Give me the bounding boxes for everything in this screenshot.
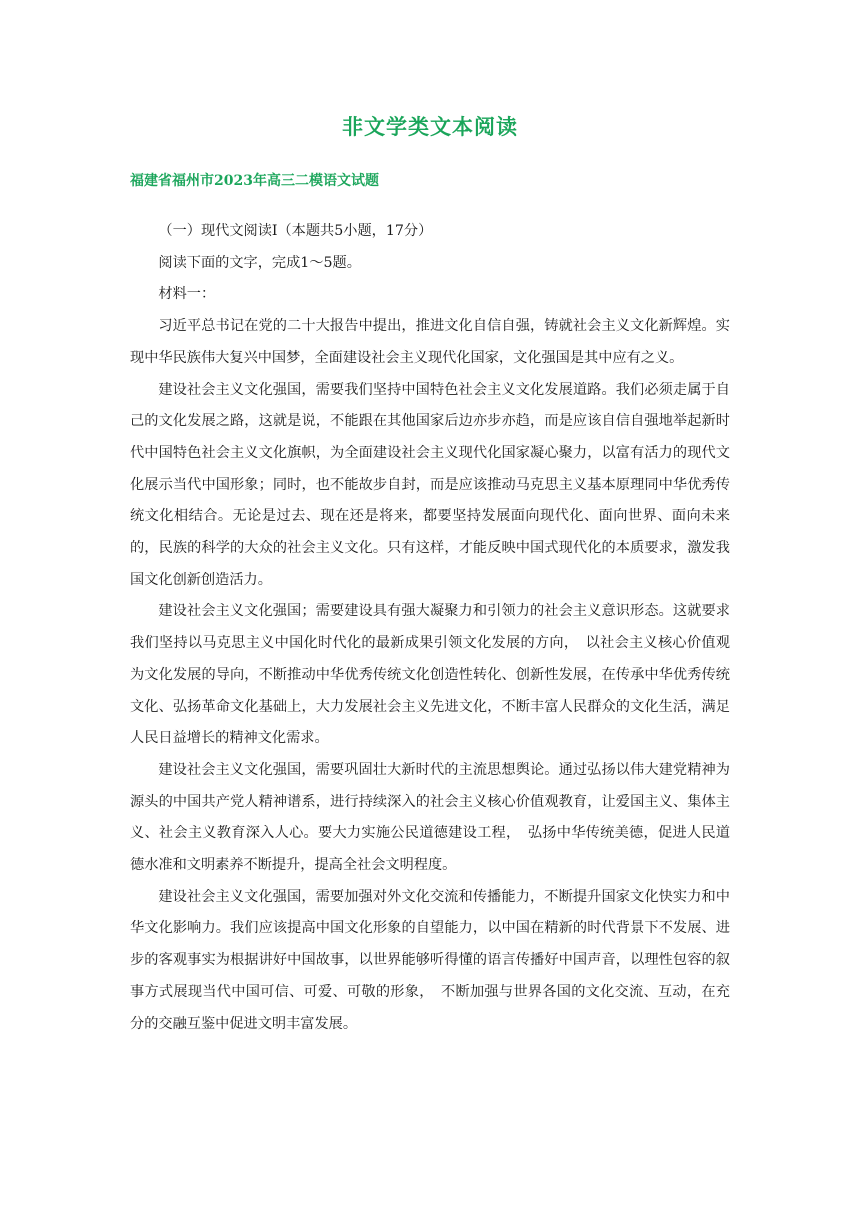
paragraph: 建设社会主义文化强国，需要加强对外文化交流和传播能力，不断提升国家文化快实力和中华文化影响力。我们应该提高中国文化形象的自望能力，以中国在精新的时代背景下不发展、进步的客观事实为根据讲好中国故事，以世界能够听得懂的语言传播好中国声音，以理性包容的叙事方式展现当代中国可信、可爱、可敬的形象， 不断加强与世界各国的文化交流、互动，在充分的交融互鉴中促进文明丰富发展。 — [130, 888, 730, 1032]
material-label: 材料一： — [158, 286, 216, 303]
paragraph: 建设社会主义文化强国；需要建设具有强大凝聚力和引领力的社会主义意识形态。这就要求我们坚持以马克思主义中国化时代化的最新成果引领文化发展的方向， 以社会主义核心价值观为文化发展的导向，不断推动中华优秀传统文化创造性转化、创新性发展，在传承中华优秀传统文化、弘扬革命文化基础上，大力发展社会主义先进文化，不断丰富人民群众的文化生活，满足人民日益增长的精神文化需求。 — [130, 603, 730, 747]
document-body — [130, 216, 730, 1040]
instruction-text: 阅读下面的文字，完成1～5题。 — [158, 254, 361, 271]
document-title: 非文学类文本阅读 — [342, 114, 518, 139]
paragraph: 建设社会主义文化强国，需要我们坚持中国特色社会主义文化发展道路。我们必须走属于自己的文化发展之路，这就是说，不能跟在其他国家后边亦步亦趋，而是应该自信自强地举起新时代中国特色社会主义文化旗帜，为全面建设社会主义现代化国家凝心聚力，以富有活力的现代文化展示当代中国形象；同时，也不能故步自封，而是应该推动马克思主义基本原理同中华优秀传统文化相结合。无论是过去、现在还是将来，都要坚持发展面向现代化、面向世界、面向未来的，民族的科学的大众的社会主义文化。只有这样，才能反映中国式现代化的本质要求，激发我国文化创新创造活力。 — [130, 381, 730, 588]
section-heading: （一）现代文阅读Ⅰ（本题共5小题，17分） — [158, 223, 433, 239]
paragraph: 习近平总书记在党的二十大报告中提出，推进文化自信自强，铸就社会主义文化新辉煌。实现中华民族伟大复兴中国梦，全面建设社会主义现代化国家，文化强国是其中应有之义。 — [130, 318, 730, 366]
paragraph: 建设社会主义文化强国，需要巩固壮大新时代的主流思想舆论。通过弘扬以伟大建党精神为源头的中国共产党人精神谱系，进行持续深入的社会主义核心价值观教育，让爱国主义、集体主义、社会主义教育深入人心。要大力实施公民道德建设工程， 弘扬中华传统美德，促进人民道德水准和文明素养不断提升，提高全社会文明程度。 — [130, 761, 730, 874]
document-subtitle: 福建省福州市2023年高三二模语文试题 — [130, 173, 379, 189]
